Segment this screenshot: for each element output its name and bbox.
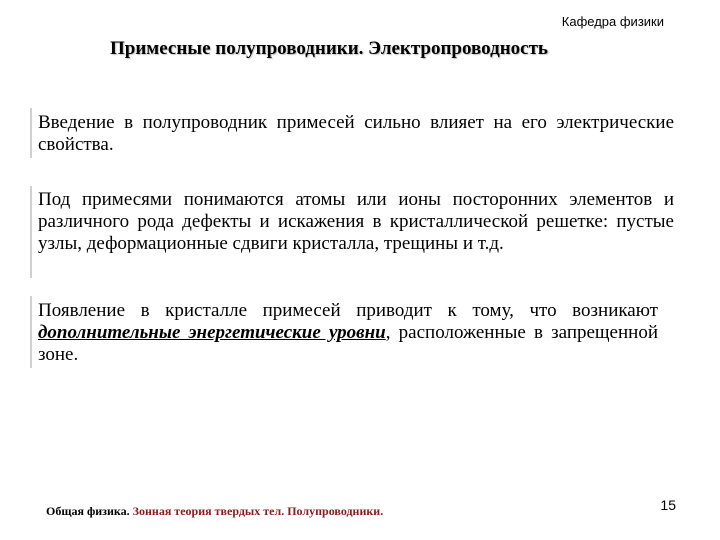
paragraph-text-before: Появление в кристалле примесей приводит к тому, что возникают [38,300,658,321]
paragraph-text-after: , расположенные в запрещенной зоне. [38,322,658,365]
paragraph-bar [30,108,32,158]
paragraph-intro: Введение в полупроводник примесей сильно влияет на его электрические свойства. [38,112,674,155]
paragraph-bar [30,186,32,278]
footer-course: Общая физика. [46,504,130,518]
footer-topic: Зонная теория твердых тел. Полупроводники. [132,504,384,518]
paragraph-bar [30,296,32,368]
footer [46,504,383,519]
paragraph-energy-levels [38,300,658,366]
paragraph-impurities-definition: Под примесями понимаются атомы или ионы посторонних элементов и различного рода дефекты и искажения в кристаллической решетке: пустые узлы, деформационные сдвиги кристалла, трещины и т.д. [38,189,674,254]
slide-title: Примесные полупроводники. Электропроводность [110,38,548,59]
page-number: 15 [660,497,676,513]
department-label: Кафедра физики [561,14,664,29]
highlight-term: дополнительные энергетические уровни [38,322,386,343]
